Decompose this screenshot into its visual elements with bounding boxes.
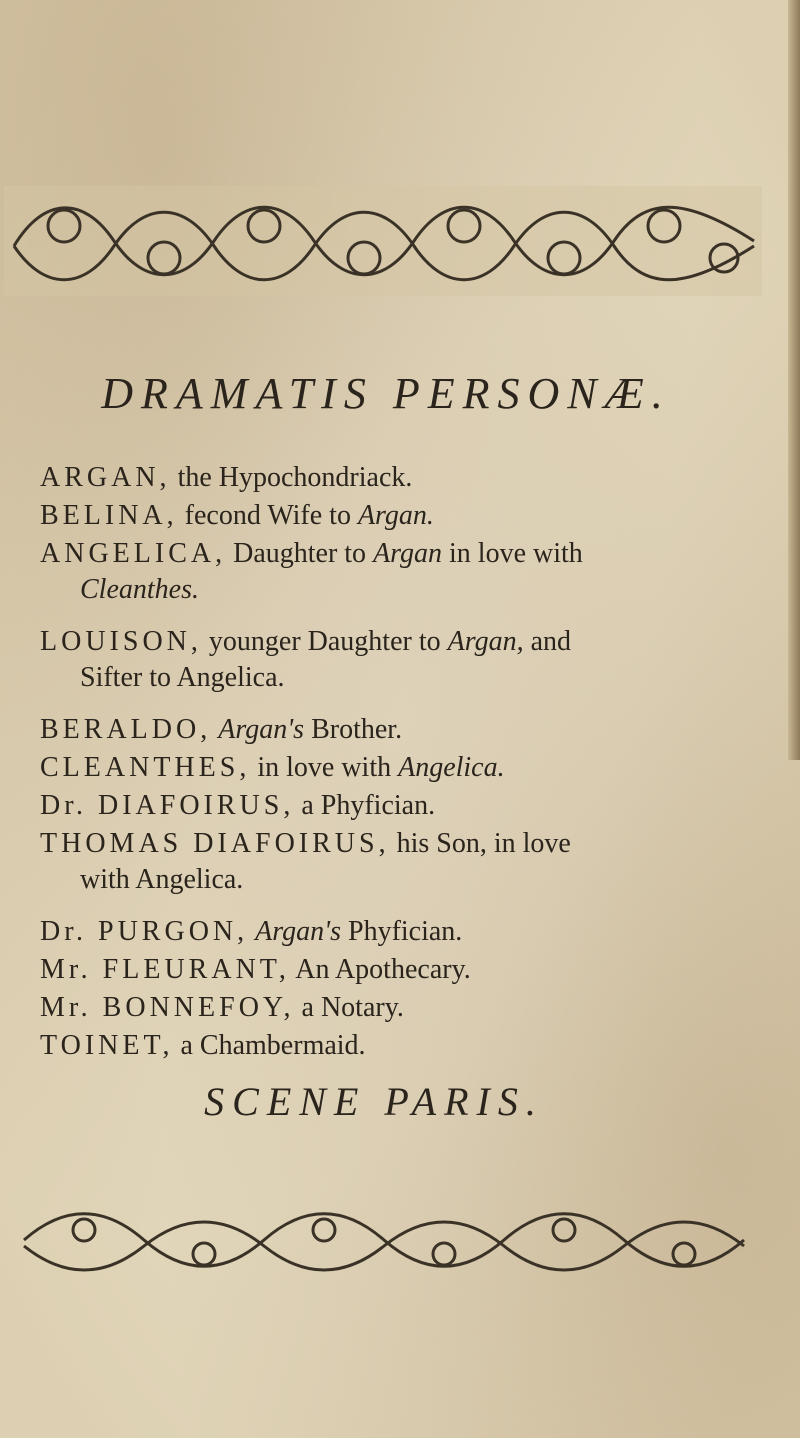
floral-ornament-bottom [4,1200,762,1282]
cast-entry: Mr. BONNEFOY, a Notary. [40,992,404,1023]
floral-ornament-top [4,186,762,296]
cast-entry: ANGELICA, Daughter to Argan in love with Cleanthes. [40,538,583,606]
cast-entry: TOINET, a Chambermaid. [40,1030,366,1061]
scene-line: SCENE PARIS. [204,1079,544,1124]
cast-entry: ARGAN, the Hypochondriack. [40,462,413,493]
cast-entry: Mr. FLEURANT, An Apothecary. [40,954,471,985]
cast-entry: LOUISON, younger Daughter to Argan, and Sifter to Angelica. [40,626,572,694]
cast-entry: THOMAS DIAFOIRUS, his Son, in love with Angelica. [40,828,571,896]
page-title: DRAMATIS PERSONÆ. [101,369,671,418]
cast-list [40,460,780,1066]
cast-entry: BELINA, fecond Wife to Argan. [40,500,434,531]
cast-entry: CLEANTHES, in love with Angelica. [40,752,505,783]
cast-entry: Dr. DIAFOIRUS, a Phyfician. [40,790,436,821]
cast-entry: Dr. PURGON, Argan's Phyfician. [40,916,463,947]
cast-entry: BERALDO, Argan's Brother. [40,714,403,745]
page-edge [788,0,800,760]
